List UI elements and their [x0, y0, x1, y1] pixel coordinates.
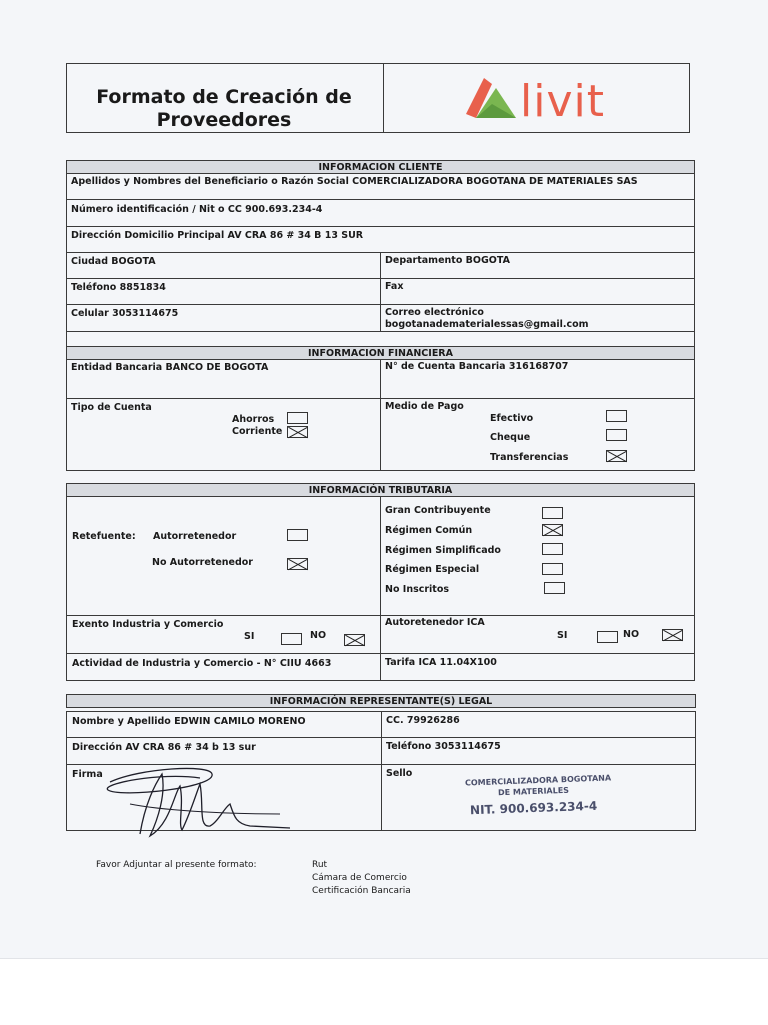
exento-no-checkbox[interactable] — [344, 634, 365, 646]
gran-contribuyente-checkbox[interactable] — [542, 507, 563, 519]
autorretenedor-checkbox[interactable] — [287, 529, 308, 541]
stamp-line3: NIT. 900.693.234-4 — [469, 798, 598, 818]
autoretenedor-ica-label: Autoretenedor ICA — [385, 617, 485, 628]
razon-social-field: Apellidos y Nombres del Beneficiario o Razón Social COMERCIALIZADORA BOGOTANA DE MATERIALES SAS — [71, 176, 638, 187]
ica-si-label: SI — [557, 630, 568, 641]
regimen-simplificado-label: Régimen Simplificado — [385, 545, 501, 556]
no-autorretenedor-label: No Autorretenedor — [152, 557, 253, 568]
exento-no-label: NO — [310, 630, 327, 641]
firma-label: Firma — [72, 769, 103, 780]
cheque-label: Cheque — [490, 432, 531, 443]
departamento-field: Departamento BOGOTA — [385, 255, 510, 266]
cheque-checkbox[interactable] — [606, 429, 627, 441]
attachment-certificacion: Certificación Bancaria — [312, 886, 411, 896]
ica-no-label: NO — [623, 629, 640, 640]
cuenta-field: N° de Cuenta Bancaria 316168707 — [385, 361, 569, 372]
regimen-comun-checkbox[interactable] — [542, 524, 563, 536]
autorretenedor-label: Autorretenedor — [153, 531, 237, 542]
ica-si-checkbox[interactable] — [597, 631, 618, 643]
rep-cc-field: CC. 79926286 — [386, 715, 460, 726]
regimen-comun-label: Régimen Común — [385, 525, 473, 536]
logo-wordmark: livit — [520, 76, 605, 127]
rep-nombre-field: Nombre y Apellido EDWIN CAMILO MORENO — [72, 716, 306, 727]
page-bottom-margin — [0, 958, 768, 1025]
stamp-line2: DE MATERIALES — [497, 785, 570, 798]
identificacion-field: Número identificación / Nit o CC 900.693.234-4 — [71, 204, 323, 215]
retefuente-label: Retefuente: — [72, 531, 136, 542]
section-tributaria: INFORMACIÓN TRIBUTARIA — [66, 483, 695, 497]
efectivo-checkbox[interactable] — [606, 410, 627, 422]
entidad-field: Entidad Bancaria BANCO DE BOGOTA — [71, 362, 269, 373]
tarifa-field: Tarifa ICA 11.04X100 — [385, 657, 497, 668]
regimen-especial-label: Régimen Especial — [385, 564, 480, 575]
attachment-rut: Rut — [312, 860, 328, 870]
sello-label: Sello — [386, 768, 413, 779]
ahorros-checkbox[interactable] — [287, 412, 308, 424]
stamp-line1: COMERCIALIZADORA BOGOTANA — [464, 773, 612, 788]
section-cliente: INFORMACION CLIENTE — [66, 160, 695, 174]
correo-label: Correo electrónico — [385, 307, 484, 318]
exento-label: Exento Industria y Comercio — [72, 619, 224, 630]
medio-pago-label: Medio de Pago — [385, 401, 464, 412]
ciudad-field: Ciudad BOGOTA — [71, 256, 156, 267]
livit-logo — [462, 74, 518, 128]
corriente-label: Corriente — [232, 426, 283, 437]
no-inscritos-checkbox[interactable] — [544, 582, 565, 594]
no-inscritos-label: No Inscritos — [385, 584, 450, 595]
section-financiera: INFORMACION FINANCIERA — [66, 346, 695, 360]
corriente-checkbox[interactable] — [287, 426, 308, 438]
section-representante: INFORMACIÓN REPRESENTANTE(S) LEGAL — [66, 694, 696, 708]
direccion-field: Dirección Domicilio Principal AV CRA 86 # 34 B 13 SUR — [71, 230, 364, 241]
regimen-especial-checkbox[interactable] — [542, 563, 563, 575]
fax-field: Fax — [385, 281, 404, 292]
celular-field: Celular 3053114675 — [71, 308, 179, 319]
footer-note: Favor Adjuntar al presente formato: — [96, 860, 257, 870]
form-title: Formato de Creación de Proveedores — [96, 86, 352, 131]
efectivo-label: Efectivo — [490, 413, 534, 424]
ahorros-label: Ahorros — [232, 414, 275, 425]
signature — [100, 764, 300, 848]
actividad-field: Actividad de Industria y Comercio - N° CIIU 4663 — [72, 658, 332, 669]
transferencias-label: Transferencias — [490, 452, 569, 463]
transferencias-checkbox[interactable] — [606, 450, 627, 462]
no-autorretenedor-checkbox[interactable] — [287, 558, 308, 570]
attachment-camara: Cámara de Comercio — [312, 873, 407, 883]
exento-si-checkbox[interactable] — [281, 633, 302, 645]
tipo-cuenta-label: Tipo de Cuenta — [71, 402, 152, 413]
rep-telefono-field: Teléfono 3053114675 — [386, 741, 501, 752]
rep-direccion-field: Dirección AV CRA 86 # 34 b 13 sur — [72, 742, 256, 753]
ica-no-checkbox[interactable] — [662, 629, 683, 641]
telefono-field: Teléfono 8851834 — [71, 282, 166, 293]
regimen-simplificado-checkbox[interactable] — [542, 543, 563, 555]
gran-contribuyente-label: Gran Contribuyente — [385, 505, 491, 516]
exento-si-label: SI — [244, 631, 255, 642]
correo-value: bogotanadematerialessas@gmail.com — [385, 319, 589, 330]
